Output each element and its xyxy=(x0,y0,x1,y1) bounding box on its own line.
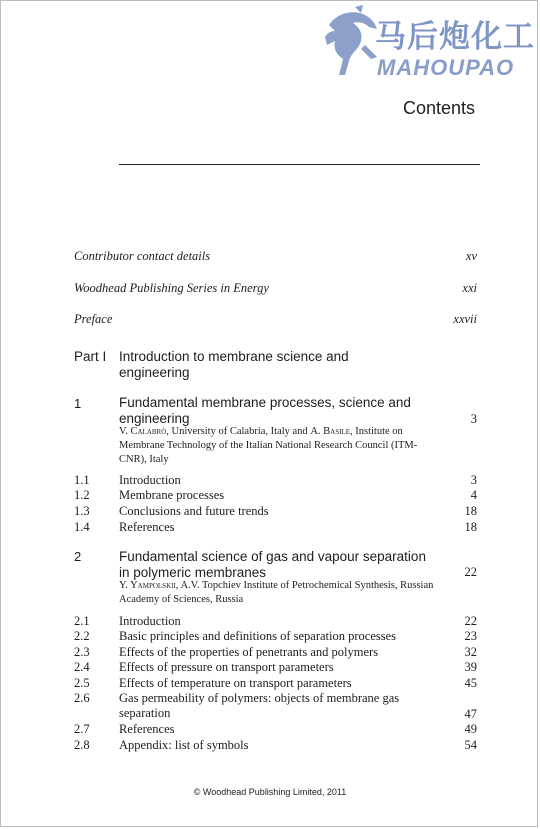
section-number: 2.8 xyxy=(74,738,90,752)
chapter-page: 22 xyxy=(464,565,477,579)
front-matter-page: xxi xyxy=(462,281,477,295)
section-title: References xyxy=(119,722,175,736)
section-title: Effects of the properties of penetrants and polymers xyxy=(119,645,379,659)
section-title: Gas permeability of polymers: objects of membrane gas separation xyxy=(119,691,400,720)
section-page: 22 xyxy=(464,614,477,628)
section-number: 2.3 xyxy=(74,645,90,659)
section-number: 1.2 xyxy=(74,488,90,502)
section-page: 39 xyxy=(464,660,477,674)
chapter-title: Fundamental science of gas and vapour separation in polymeric membranes xyxy=(119,549,426,580)
section-number: 2.5 xyxy=(74,676,90,690)
section-number: 2.4 xyxy=(74,660,90,674)
section-page: 23 xyxy=(464,629,477,643)
chapter-page: 3 xyxy=(470,412,477,426)
section-page: 54 xyxy=(464,738,477,752)
chapter-number: 2 xyxy=(74,549,82,564)
section-title: Conclusions and future trends xyxy=(119,504,269,518)
author-name: Y. Yampolskii xyxy=(119,580,176,591)
copyright-footer: © Woodhead Publishing Limited, 2011 xyxy=(193,787,347,797)
chapter-number: 1 xyxy=(74,396,82,411)
section-page: 4 xyxy=(470,488,477,502)
section-number: 2.1 xyxy=(74,614,90,628)
watermark-english-text: MAHOUPAO xyxy=(377,55,515,80)
section-title: Effects of temperature on transport parameters xyxy=(119,676,352,690)
author-affiliation: , Institute on Membrane Technology of the Italian National Research Council (ITM-CNR), Italy xyxy=(119,426,418,465)
section-page: 3 xyxy=(470,473,477,487)
author-name: V. Calabrò xyxy=(119,426,167,437)
section-title: Basic principles and definitions of separation processes xyxy=(119,629,397,643)
part-title: Introduction to membrane science and engineering xyxy=(119,349,349,380)
front-matter-title: Woodhead Publishing Series in Energy xyxy=(74,281,269,295)
chapter-authors xyxy=(119,425,439,467)
section-title: References xyxy=(119,520,175,534)
section-page: 32 xyxy=(464,645,477,659)
author-name: A. Basile xyxy=(310,426,350,437)
section-title: Introduction xyxy=(119,473,181,487)
chapter-title: Fundamental membrane processes, science and engineering xyxy=(119,395,411,426)
watermark-chinese-text: 马后炮化工 xyxy=(375,19,535,55)
page-title: Contents xyxy=(402,98,475,118)
section-page: 45 xyxy=(464,676,477,690)
section-page: 18 xyxy=(464,520,477,534)
section-page: 49 xyxy=(464,722,477,736)
section-number: 1.1 xyxy=(74,473,90,487)
front-matter-title: Preface xyxy=(74,312,113,326)
watermark xyxy=(319,5,540,83)
section-number: 1.3 xyxy=(74,504,90,518)
section-title: Appendix: list of symbols xyxy=(119,738,249,752)
section-number: 2.6 xyxy=(74,691,90,705)
section-title: Introduction xyxy=(119,614,181,628)
part-label: Part I xyxy=(74,349,107,364)
author-affiliation: , A.V. Topchiev Institute of Petrochemical Synthesis, Russian Academy of Sciences, Russia xyxy=(119,580,434,605)
front-matter-page: xxvii xyxy=(453,312,477,326)
section-title: Effects of pressure on transport parameters xyxy=(119,660,334,674)
section-title: Membrane processes xyxy=(119,488,225,502)
front-matter-page: xv xyxy=(465,249,477,263)
section-page: 18 xyxy=(464,504,477,518)
section-page: 47 xyxy=(464,707,477,721)
section-number: 2.2 xyxy=(74,629,90,643)
section-number: 1.4 xyxy=(74,520,90,534)
author-affiliation: , University of Calabria, Italy and xyxy=(166,426,311,437)
chapter-authors xyxy=(119,579,444,607)
title-rule xyxy=(119,164,480,165)
section-number: 2.7 xyxy=(74,722,90,736)
front-matter-title: Contributor contact details xyxy=(74,249,211,263)
